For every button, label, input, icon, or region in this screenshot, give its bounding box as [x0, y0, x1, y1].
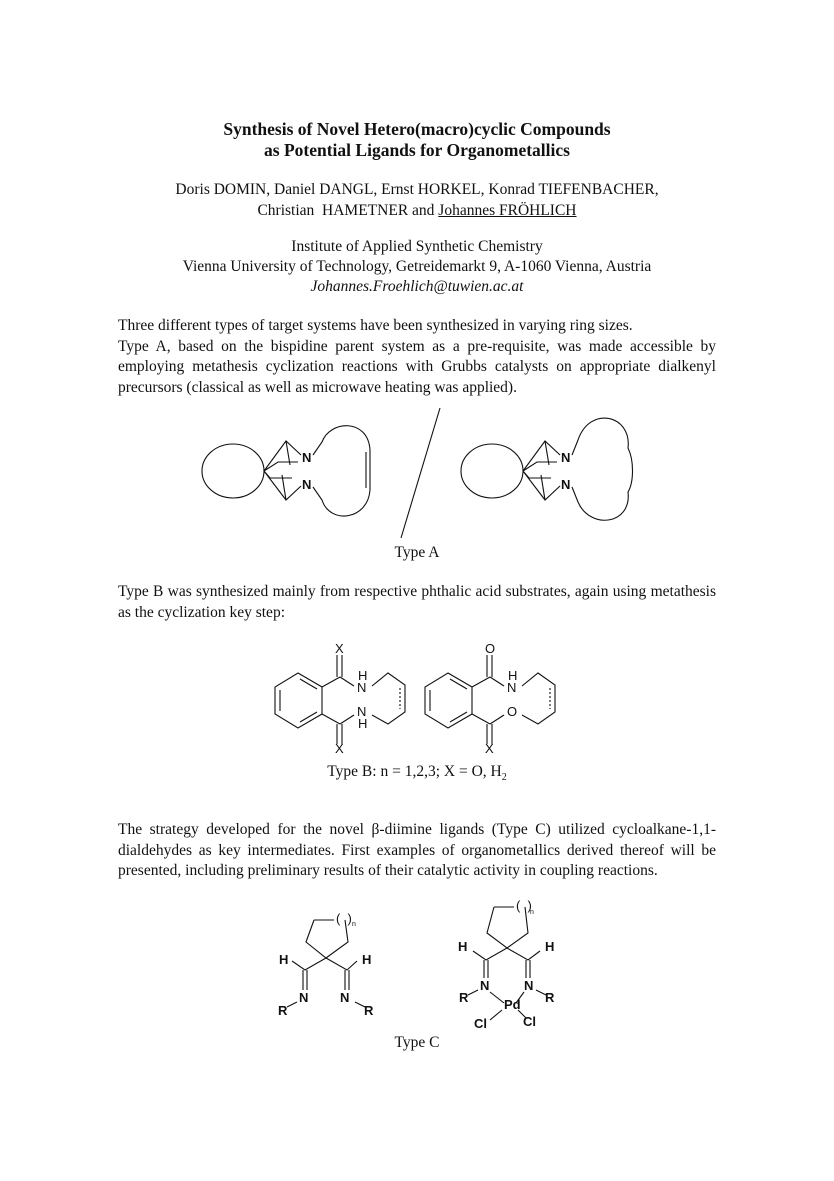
presenting-author: Johannes FRÖHLICH: [438, 202, 577, 219]
atom-h: H: [362, 952, 372, 967]
authors-line-1: Doris DOMIN, Daniel DANGL, Ernst HORKEL, Konrad TIEFENBACHER,: [175, 181, 659, 198]
institute: Institute of Applied Synthetic Chemistry: [291, 238, 543, 255]
atom-n: N: [357, 680, 367, 695]
atom-cl: Cl: [523, 1014, 536, 1029]
atom-r: R: [278, 1003, 288, 1018]
atom-x: X: [335, 641, 344, 656]
atom-n: N: [302, 450, 312, 465]
type-b-caption: [0, 763, 834, 783]
ring-size-parens: ( ): [516, 898, 532, 913]
type-b-paragraph: [118, 582, 716, 623]
paper-title: [0, 119, 834, 161]
atom-n: N: [480, 978, 490, 993]
atom-r: R: [459, 990, 469, 1005]
subscript-n: n: [352, 921, 356, 928]
type-a-right: [461, 418, 633, 520]
affiliation: [0, 237, 834, 297]
title-line-1: Synthesis of Novel Hetero(macro)cyclic Compounds: [223, 119, 611, 139]
atom-n: N: [340, 990, 350, 1005]
ring-size-parens: ( ): [336, 911, 352, 926]
atom-r: R: [364, 1003, 374, 1018]
atom-h: H: [458, 939, 468, 954]
type-a-left: [202, 426, 370, 516]
intro-paragraph: [118, 316, 716, 398]
type-c-ligand: [278, 911, 374, 1018]
address: Vienna University of Technology, Getreidemarkt 9, A-1060 Vienna, Austria: [182, 258, 652, 275]
type-a-caption: Type A: [394, 544, 440, 561]
type-c-paragraph: [118, 820, 716, 882]
paragraph-3: Type B was synthesized mainly from respective phthalic acid substrates, again using metathesis as the cyclization key step:: [118, 583, 716, 621]
paragraph-2: Type A, based on the bispidine parent system as a pre-requisite, was made accessible by employing metathesis cyclization reactions with Grubbs catalysts on appropriate dialkenyl precursors (classical as well as microwave heating was applied).: [118, 337, 716, 396]
type-c-caption: Type C: [394, 1034, 440, 1051]
atom-n: N: [507, 680, 517, 695]
atom-h: H: [508, 668, 518, 683]
separator-slash: [401, 408, 440, 538]
type-b-caption-subscript: 2: [501, 772, 507, 784]
title-line-2: as Potential Ligands for Organometallics: [264, 140, 570, 160]
atom-r: R: [545, 990, 555, 1005]
atom-n: N: [357, 704, 367, 719]
atom-n: N: [561, 450, 571, 465]
authors-line-2: [0, 200, 834, 221]
atom-o: O: [507, 704, 518, 719]
atom-h: H: [358, 716, 368, 731]
atom-o: O: [485, 641, 496, 656]
type-c-pd-complex: [458, 898, 555, 1031]
type-b-left: [275, 641, 405, 756]
atom-cl: Cl: [474, 1016, 487, 1031]
atom-h: H: [545, 939, 555, 954]
author-list: [0, 179, 834, 221]
atom-n: N: [299, 990, 309, 1005]
atom-n: N: [561, 477, 571, 492]
authors-line-2-text: Christian HAMETNER and: [257, 202, 439, 219]
atom-h: H: [358, 668, 368, 683]
type-b-caption-text: Type B: n = 1,2,3; X = O, H: [327, 763, 502, 780]
email: Johannes.Froehlich@tuwien.ac.at: [310, 278, 524, 295]
atom-x: X: [335, 741, 344, 756]
type-b-right: [425, 641, 555, 756]
atom-n: N: [302, 477, 312, 492]
atom-pd: Pd: [504, 997, 521, 1012]
subscript-n: n: [530, 909, 534, 916]
atom-h: H: [279, 952, 289, 967]
paragraph-1: Three different types of target systems have been synthesized in varying ring sizes.: [118, 317, 633, 334]
atom-x: X: [485, 741, 494, 756]
atom-n: N: [524, 978, 534, 993]
paragraph-4: The strategy developed for the novel β-diimine ligands (Type C) utilized cycloalkane-1,1-dialdehydes as key intermediates. First examples of organometallics derived thereof will be presented, including preliminary results of their catalytic activity in coupling reactions.: [118, 821, 716, 879]
